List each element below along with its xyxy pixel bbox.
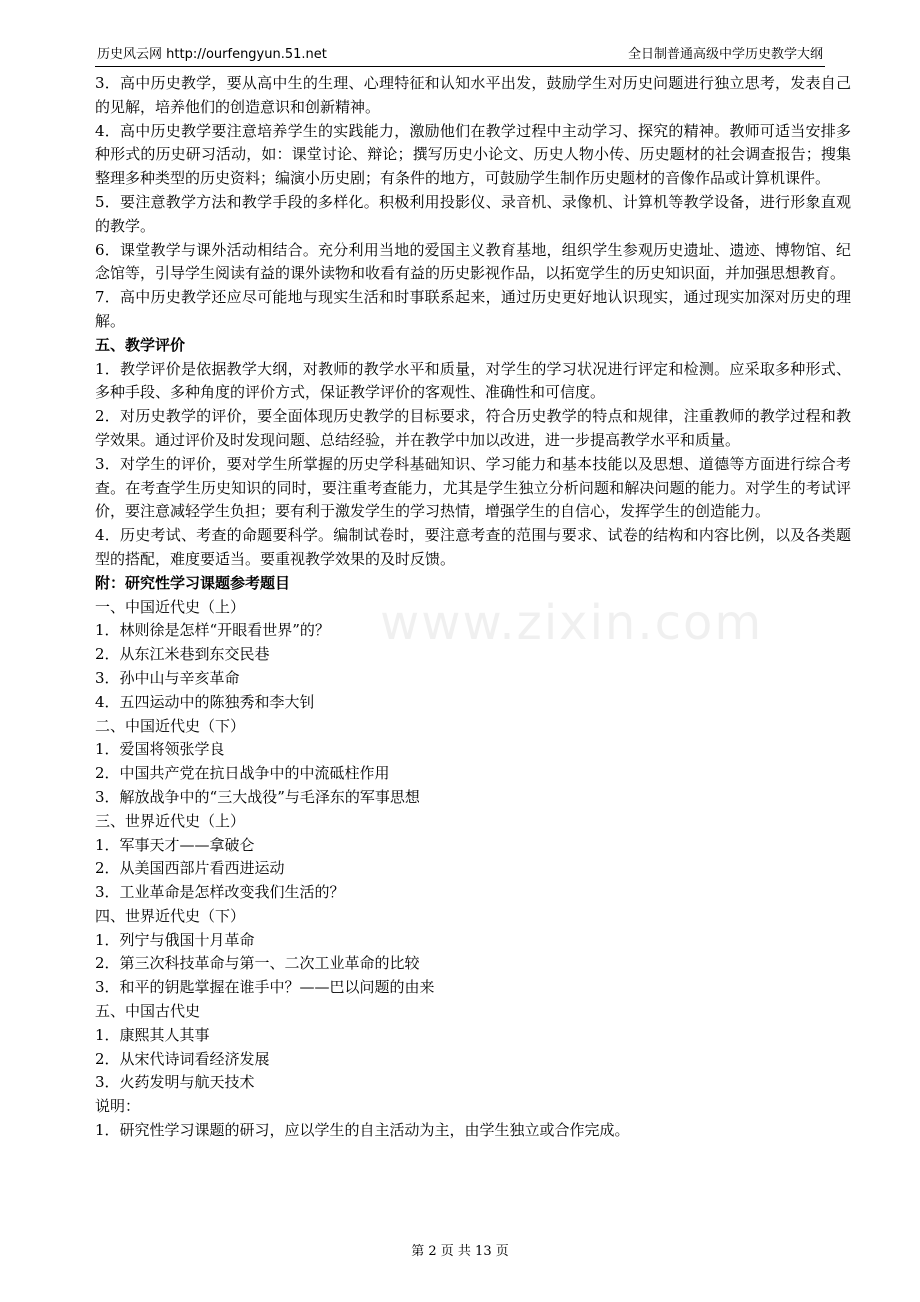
paragraph: 3．孙中山与辛亥革命 — [95, 668, 240, 687]
paragraph: 1．军事天才——拿破仑 — [95, 835, 255, 854]
page-number: 第 2 页 共 13 页 — [411, 1244, 509, 1259]
paragraph: 二、中国近代史（下） — [95, 716, 246, 735]
paragraph: 三、世界近代史（上） — [95, 811, 246, 830]
paragraph: 1．研究性学习课题的研习，应以学生的自主活动为主，由学生独立或合作完成。 — [95, 1121, 630, 1140]
paragraph: 2．从美国西部片看西进运动 — [95, 859, 285, 878]
paragraph: 四、世界近代史（下） — [95, 906, 246, 925]
paragraph: 7．高中历史教学还应尽可能地与现实生活和时事联系起来，通过历史更好地认识现实，通过现实加深对历史的理解。 — [95, 288, 851, 330]
paragraph: 3．解放战争中的“三大战役”与毛泽东的军事思想 — [95, 787, 420, 806]
header-site: 历史风云网 http://ourfengyun.51.net — [97, 47, 327, 62]
paragraph: 1．林则徐是怎样“开眼看世界”的？ — [95, 621, 330, 640]
paragraph: 3．对学生的评价，要对学生所掌握的历史学科基础知识、学习能力和基本技能以及思想、道德等方面进行综合考查。在考查学生历史知识的同时，要注重考查能力，尤其是学生独立分析问题和解决问题的能力。对学生的考试评价，要注意减轻学生负担；要有利于激发学生的学习热情，增强学生的自信心，发挥学生的创造能力。 — [95, 454, 851, 521]
section-heading: 五、教学评价 — [95, 335, 186, 354]
document-body — [95, 72, 851, 1143]
paragraph: 1．爱国将领张学良 — [95, 740, 225, 759]
header-title: 全日制普通高级中学历史教学大纲 — [627, 47, 823, 62]
paragraph: 3．高中历史教学，要从高中生的生理、心理特征和认知水平出发，鼓励学生对历史问题进行独立思考，发表自己的见解，培养他们的创造意识和创新精神。 — [95, 74, 851, 116]
paragraph: 3．火药发明与航天技术 — [95, 1073, 255, 1092]
paragraph: 1．列宁与俄国十月革命 — [95, 930, 255, 949]
paragraph: 6．课堂教学与课外活动相结合。充分利用当地的爱国主义教育基地，组织学生参观历史遗址、遗迹、博物馆、纪念馆等，引导学生阅读有益的课外读物和收看有益的历史影视作品，以拓宽学生的历史知识面，并加强思想教育。 — [95, 240, 851, 283]
paragraph: 1．康熙其人其事 — [95, 1025, 210, 1044]
paragraph: 2．对历史教学的评价，要全面体现历史教学的目标要求，符合历史教学的特点和规律，注重教师的教学过程和教学效果。通过评价及时发现问题、总结经验，并在教学中加以改进，进一步提高教学水平和质量。 — [95, 407, 851, 449]
paragraph: 2．中国共产党在抗日战争中的中流砥柱作用 — [95, 764, 390, 783]
paragraph: 一、中国近代史（上） — [95, 597, 246, 616]
paragraph: 2．第三次科技革命与第一、二次工业革命的比较 — [95, 954, 420, 973]
paragraph: 说明： — [95, 1097, 141, 1116]
page-header — [95, 44, 825, 67]
paragraph: 4．历史考试、考查的命题要科学。编制试卷时，要注意考查的范围与要求、试卷的结构和内容比例，以及各类题型的搭配，难度要适当。要重视教学效果的及时反馈。 — [95, 526, 851, 568]
paragraph: 五、中国古代史 — [95, 1002, 201, 1021]
paragraph: 2．从东江米巷到东交民巷 — [95, 645, 270, 664]
paragraph: 3．工业革命是怎样改变我们生活的？ — [95, 883, 345, 902]
paragraph: 5．要注意教学方法和教学手段的多样化。积极利用投影仪、录音机、录像机、计算机等教学设备，进行形象直观的教学。 — [95, 192, 851, 235]
watermark: www.zixin.com — [380, 595, 764, 651]
paragraph: 3．和平的钥匙掌握在谁手中？——巴以问题的由来 — [95, 978, 435, 997]
paragraph: 4．高中历史教学要注意培养学生的实践能力，激励他们在教学过程中主动学习、探究的精神。教师可适当安排多种形式的历史研习活动，如：课堂讨论、辩论；撰写历史小论文、历史人物小传、历史题材的社会调查报告；搜集整理多种类型的历史资料；编演小历史剧；有条件的地方，可鼓励学生制作历史题材的音像作品或计算机课件。 — [95, 121, 851, 188]
paragraph: 4．五四运动中的陈独秀和李大钊 — [95, 692, 315, 711]
paragraph: 1．教学评价是依据教学大纲，对教师的教学水平和质量，对学生的学习状况进行评定和检测。应采取多种形式、多种手段、多种角度的评价方式，保证教学评价的客观性、准确性和可信度。 — [95, 359, 851, 402]
section-heading: 附：研究性学习课题参考题目 — [95, 573, 291, 592]
paragraph: 2．从宋代诗词看经济发展 — [95, 1049, 270, 1068]
